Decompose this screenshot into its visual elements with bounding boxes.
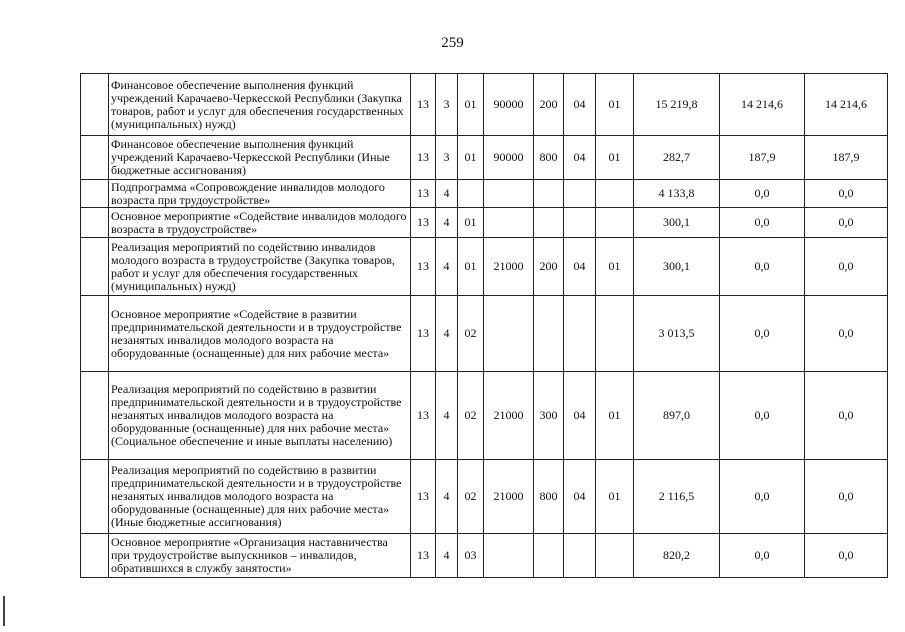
cell-chapter [564,296,596,372]
cell-expense-type [534,534,564,578]
table-row [81,534,888,578]
table-row [81,180,888,208]
cell-amount-year-1: 300,1 [634,238,720,296]
cell-event [458,180,484,208]
cell-blank [81,534,109,578]
cell-direction [484,180,534,208]
cell-event: 02 [458,372,484,460]
cell-amount-year-2: 0,0 [720,296,805,372]
cell-expense-type: 300 [534,372,564,460]
cell-event: 01 [458,136,484,180]
cell-amount-year-2: 14 214,6 [720,74,805,136]
cell-amount-year-2: 0,0 [720,534,805,578]
cell-subprogram: 4 [436,460,458,534]
cell-amount-year-1: 3 013,5 [634,296,720,372]
cell-amount-year-2: 187,9 [720,136,805,180]
cell-amount-year-2: 0,0 [720,238,805,296]
cell-direction: 90000 [484,136,534,180]
table-row [81,238,888,296]
cell-event: 01 [458,238,484,296]
cell-amount-year-2: 0,0 [720,180,805,208]
cell-section: 13 [411,296,436,372]
cell-subchapter: 01 [596,136,634,180]
cell-amount-year-3: 0,0 [805,460,888,534]
cell-chapter: 04 [564,372,596,460]
cell-amount-year-2: 0,0 [720,372,805,460]
table-row [81,208,888,238]
cell-amount-year-3: 0,0 [805,372,888,460]
cell-chapter: 04 [564,136,596,180]
cell-chapter: 04 [564,238,596,296]
cell-amount-year-3: 0,0 [805,180,888,208]
cell-blank [81,208,109,238]
cell-direction: 21000 [484,238,534,296]
cell-amount-year-3: 0,0 [805,534,888,578]
cell-subchapter: 01 [596,238,634,296]
cell-description: Реализация мероприятий по содействию в развитии предпринимательской деятельности и в трудоустройстве незанятых инвалидов молодого возраста на оборудованные (оснащенные) для них рабочие места» (Иные бюджетные ассигнования) [109,460,411,534]
cell-event: 01 [458,208,484,238]
cell-subprogram: 4 [436,534,458,578]
budget-table [80,73,888,578]
cell-event: 03 [458,534,484,578]
cell-direction [484,296,534,372]
cell-section: 13 [411,136,436,180]
cell-chapter [564,180,596,208]
cell-amount-year-1: 15 219,8 [634,74,720,136]
cell-subchapter [596,180,634,208]
cell-blank [81,372,109,460]
cell-description: Основное мероприятие «Содействие в развитии предпринимательской деятельности и в трудоустройстве незанятых инвалидов молодого возраста на оборудованные (оснащенные) для них рабочие места» [109,296,411,372]
cell-section: 13 [411,372,436,460]
cell-expense-type: 800 [534,460,564,534]
cell-direction: 90000 [484,74,534,136]
cell-expense-type [534,208,564,238]
cell-amount-year-1: 4 133,8 [634,180,720,208]
cell-expense-type: 800 [534,136,564,180]
cell-amount-year-3: 0,0 [805,238,888,296]
cell-event: 02 [458,296,484,372]
cell-amount-year-1: 820,2 [634,534,720,578]
cell-expense-type: 200 [534,74,564,136]
cell-subchapter [596,208,634,238]
cell-amount-year-1: 300,1 [634,208,720,238]
cell-description: Реализация мероприятий по содействию в развитии предпринимательской деятельности и в трудоустройстве незанятых инвалидов молодого возраста на оборудованные (оснащенные) для них рабочие места» (Социальное обеспечение и иные выплаты населению) [109,372,411,460]
cell-subchapter: 01 [596,74,634,136]
cell-chapter: 04 [564,74,596,136]
cell-description: Финансовое обеспечение выполнения функций учреждений Карачаево-Черкесской Республики (Иные бюджетные ассигнования) [109,136,411,180]
cell-amount-year-3: 14 214,6 [805,74,888,136]
cell-description: Реализация мероприятий по содействию инвалидов молодого возраста в трудоустройстве (Закупка товаров, работ и услуг для обеспечения государственных (муниципальных) нужд) [109,238,411,296]
cell-subprogram: 4 [436,238,458,296]
cell-blank [81,238,109,296]
cell-section: 13 [411,534,436,578]
cell-section: 13 [411,460,436,534]
cell-blank [81,180,109,208]
cell-direction: 21000 [484,460,534,534]
cell-direction [484,208,534,238]
cell-section: 13 [411,208,436,238]
cell-amount-year-3: 0,0 [805,296,888,372]
cell-amount-year-2: 0,0 [720,460,805,534]
cell-chapter: 04 [564,460,596,534]
cell-subprogram: 4 [436,180,458,208]
cell-blank [81,136,109,180]
cell-description: Основное мероприятие «Содействие инвалидов молодого возраста в трудоустройстве» [109,208,411,238]
cell-direction: 21000 [484,372,534,460]
cell-event: 02 [458,460,484,534]
cell-amount-year-1: 2 116,5 [634,460,720,534]
cell-subchapter [596,534,634,578]
cell-section: 13 [411,180,436,208]
cell-expense-type [534,296,564,372]
cell-description: Финансовое обеспечение выполнения функций учреждений Карачаево-Черкесской Республики (Закупка товаров, работ и услуг для обеспечения государственных (муниципальных) нужд) [109,74,411,136]
cell-expense-type: 200 [534,238,564,296]
cell-subchapter: 01 [596,372,634,460]
page-number: 259 [441,35,464,51]
cell-amount-year-3: 187,9 [805,136,888,180]
table-row [81,74,888,136]
cell-section: 13 [411,74,436,136]
cell-subchapter [596,296,634,372]
cell-direction [484,534,534,578]
cell-amount-year-3: 0,0 [805,208,888,238]
cell-description: Основное мероприятие «Организация наставничества при трудоустройстве выпускников – инвалидов, обратившихся в службу занятости» [109,534,411,578]
cell-blank [81,74,109,136]
cell-subprogram: 4 [436,208,458,238]
table-row [81,460,888,534]
cell-description: Подпрограмма «Сопровождение инвалидов молодого возраста при трудоустройстве» [109,180,411,208]
cell-subprogram: 3 [436,136,458,180]
table-row [81,136,888,180]
cell-amount-year-1: 282,7 [634,136,720,180]
cell-subprogram: 4 [436,372,458,460]
cell-event: 01 [458,74,484,136]
cell-amount-year-1: 897,0 [634,372,720,460]
cell-subprogram: 4 [436,296,458,372]
cell-subprogram: 3 [436,74,458,136]
cell-chapter [564,208,596,238]
table-row [81,372,888,460]
cell-expense-type [534,180,564,208]
cell-amount-year-2: 0,0 [720,208,805,238]
scan-margin-mark [3,596,5,626]
cell-chapter [564,534,596,578]
table-row [81,296,888,372]
cell-subchapter: 01 [596,460,634,534]
cell-blank [81,296,109,372]
cell-section: 13 [411,238,436,296]
cell-blank [81,460,109,534]
